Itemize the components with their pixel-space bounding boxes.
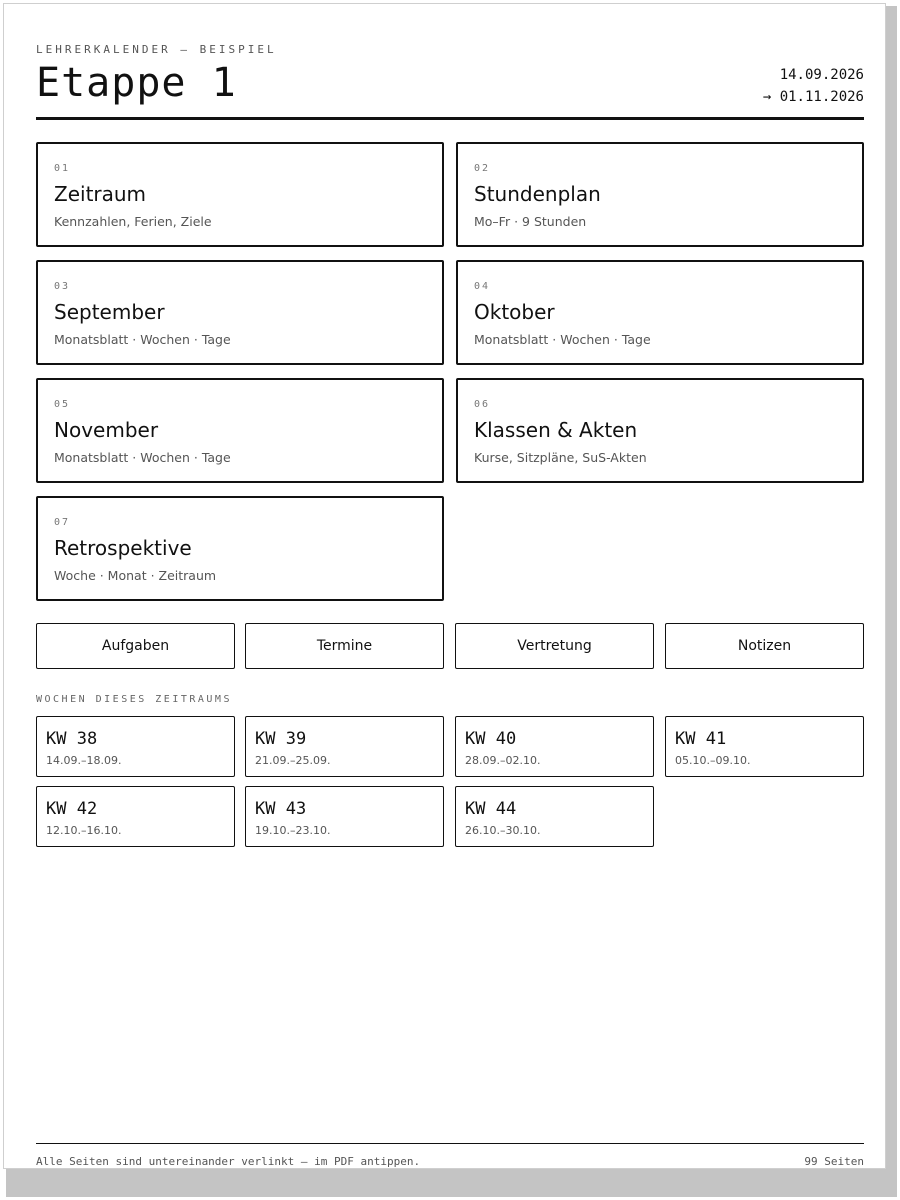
aufgaben-button[interactable]: Aufgaben: [36, 623, 235, 669]
week-range: 05.10.–09.10.: [675, 754, 751, 767]
section-card-stundenplan[interactable]: [456, 142, 864, 247]
section-number: 02: [474, 163, 491, 174]
week-link-kw44[interactable]: [455, 786, 654, 847]
week-number: KW 44: [465, 799, 517, 819]
date-end: → 01.11.2026: [762, 89, 864, 105]
week-number: KW 42: [46, 799, 98, 819]
section-subtitle: Kennzahlen, Ferien, Ziele: [54, 214, 212, 229]
page-kicker: LEHRERKALENDER — BEISPIEL: [36, 43, 277, 56]
section-title: Retrospektive: [54, 536, 192, 560]
week-range: 12.10.–16.10.: [46, 824, 122, 837]
date-range: [763, 64, 864, 108]
page-shadow-right: [886, 6, 897, 1197]
week-number: KW 41: [675, 729, 727, 749]
footer-note: Alle Seiten sind untereinander verlinkt — im PDF antippen.: [36, 1155, 421, 1168]
page-title: Etappe 1: [36, 60, 237, 106]
week-link-kw42[interactable]: [36, 786, 235, 847]
section-number: 06: [474, 399, 491, 410]
section-card-oktober[interactable]: [456, 260, 864, 365]
weeks-heading: WOCHEN DIESES ZEITRAUMS: [36, 694, 232, 705]
section-title: November: [54, 418, 159, 442]
section-subtitle: Monatsblatt · Wochen · Tage: [54, 450, 231, 465]
header-divider: [36, 117, 864, 120]
section-subtitle: Woche · Monat · Zeitraum: [54, 568, 217, 583]
section-subtitle: Monatsblatt · Wochen · Tage: [474, 332, 651, 347]
week-range: 21.09.–25.09.: [255, 754, 331, 767]
section-title: Oktober: [474, 300, 555, 324]
section-number: 04: [474, 281, 491, 292]
date-start: 14.09.2026: [779, 67, 864, 83]
section-card-september[interactable]: [36, 260, 444, 365]
section-subtitle: Monatsblatt · Wochen · Tage: [54, 332, 231, 347]
week-range: 19.10.–23.10.: [255, 824, 331, 837]
week-link-kw43[interactable]: [245, 786, 444, 847]
section-number: 05: [54, 399, 71, 410]
termine-button[interactable]: Termine: [245, 623, 444, 669]
section-title: Klassen & Akten: [474, 418, 638, 442]
notizen-button[interactable]: Notizen: [665, 623, 864, 669]
section-card-zeitraum[interactable]: [36, 142, 444, 247]
section-card-klassen-akten[interactable]: [456, 378, 864, 483]
section-number: 03: [54, 281, 71, 292]
week-link-kw41[interactable]: [665, 716, 864, 777]
week-link-kw39[interactable]: [245, 716, 444, 777]
week-number: KW 38: [46, 729, 98, 749]
week-range: 14.09.–18.09.: [46, 754, 122, 767]
vertretung-button[interactable]: Vertretung: [455, 623, 654, 669]
section-title: Stundenplan: [474, 182, 601, 206]
section-title: September: [54, 300, 165, 324]
section-card-november[interactable]: [36, 378, 444, 483]
week-link-kw38[interactable]: [36, 716, 235, 777]
page-count: 99 Seiten: [804, 1155, 864, 1168]
footer-divider: [36, 1143, 864, 1144]
section-number: 01: [54, 163, 71, 174]
section-card-retrospektive[interactable]: [36, 496, 444, 601]
week-number: KW 43: [255, 799, 307, 819]
section-subtitle: Kurse, Sitzpläne, SuS-Akten: [474, 450, 647, 465]
section-number: 07: [54, 517, 71, 528]
week-range: 28.09.–02.10.: [465, 754, 541, 767]
week-number: KW 39: [255, 729, 307, 749]
week-number: KW 40: [465, 729, 517, 749]
section-subtitle: Mo–Fr · 9 Stunden: [474, 214, 587, 229]
week-link-kw40[interactable]: [455, 716, 654, 777]
page-shadow-bottom: [6, 1169, 897, 1197]
section-title: Zeitraum: [54, 182, 147, 206]
week-range: 26.10.–30.10.: [465, 824, 541, 837]
